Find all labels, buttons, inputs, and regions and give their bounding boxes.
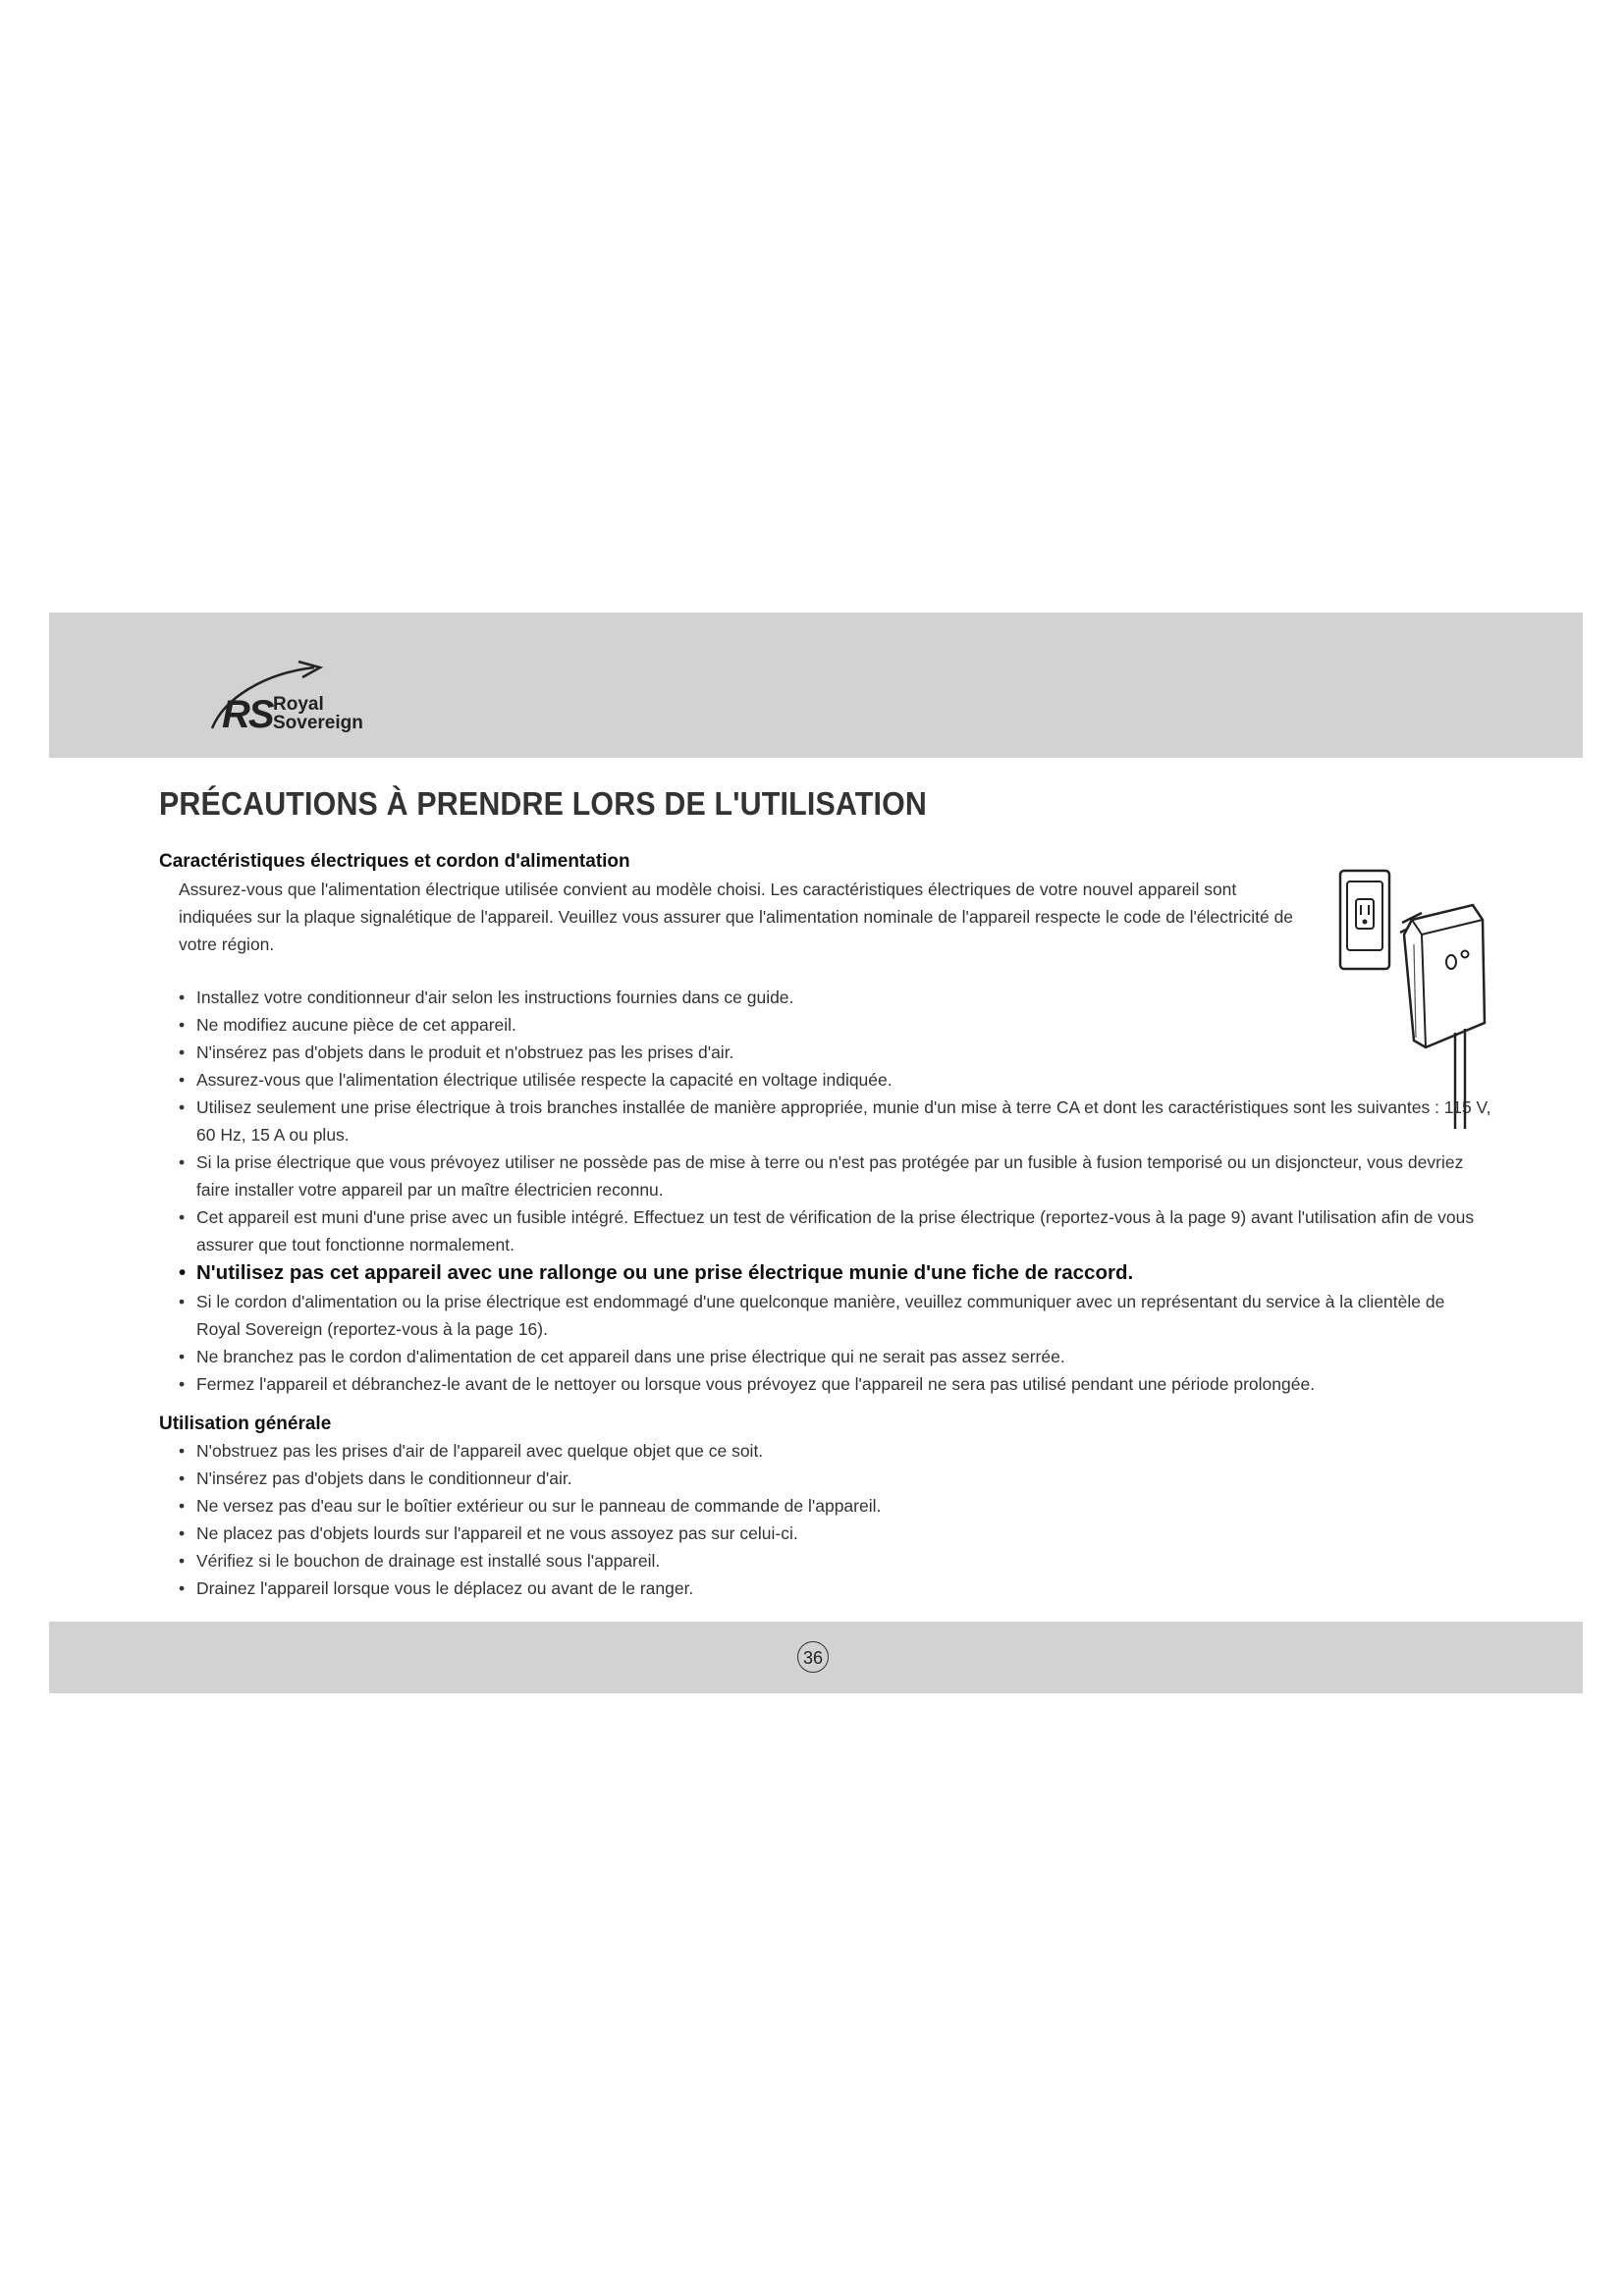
list-item: • Installez votre conditionneur d'air selon les instructions fournies dans ce guide. [177, 984, 1492, 1011]
list-item: • Utilisez seulement une prise électrique à trois branches installée de manière appropriée, munie d'un mise à terre CA et dont les caractéristiques sont les suivantes : 115 V, 60 Hz, 15 A ou plus. [177, 1094, 1492, 1148]
list-item: • Fermez l'appareil et débranchez-le avant de le nettoyer ou lorsque vous prévoyez que l'appareil ne sera pas utilisé pendant une période prolongée. [177, 1370, 1492, 1398]
list-item: • Ne branchez pas le cordon d'alimentation de cet appareil dans une prise électrique qui ne serait pas assez serrée. [177, 1343, 1492, 1370]
list-item-warning: • N'utilisez pas cet appareil avec une rallonge ou une prise électrique munie d'une fiche de raccord. [177, 1258, 1492, 1288]
page-number: 36 [797, 1641, 829, 1673]
list-item: • Ne versez pas d'eau sur le boîtier extérieur ou sur le panneau de commande de l'appareil. [177, 1492, 1475, 1520]
list-item: • Si la prise électrique que vous prévoyez utiliser ne possède pas de mise à terre ou n'est pas protégée par un fusible à fusion temporisé ou un disjoncteur, vous devriez faire installer votre appareil par un maître électricien reconnu. [177, 1148, 1492, 1203]
page-title: PRÉCAUTIONS À PRENDRE LORS DE L'UTILISATION [159, 785, 928, 822]
header-band [49, 613, 1583, 758]
list-item: • N'insérez pas d'objets dans le produit et n'obstruez pas les prises d'air. [177, 1039, 1492, 1066]
general-use-list [159, 1437, 1475, 1602]
list-item: • Assurez-vous que l'alimentation électrique utilisée respecte la capacité en voltage indiquée. [177, 1066, 1492, 1094]
plug-outlet-illustration [1335, 866, 1502, 1131]
royal-sovereign-logo [175, 652, 410, 736]
footer-band [49, 1622, 1583, 1693]
logo-rs-text: RS [222, 693, 273, 736]
list-item: • Ne modifiez aucune pièce de cet appareil. [177, 1011, 1492, 1039]
logo-brand-name [273, 695, 363, 732]
list-item: • Vérifiez si le bouchon de drainage est installé sous l'appareil. [177, 1547, 1475, 1575]
electrical-precautions-list [159, 984, 1492, 1398]
list-item: • Ne placez pas d'objets lourds sur l'appareil et ne vous assoyez pas sur celui-ci. [177, 1520, 1475, 1547]
logo-line-1: Royal [273, 694, 324, 715]
section-heading-general-use: Utilisation générale [159, 1414, 332, 1434]
list-item: • Cet appareil est muni d'une prise avec un fusible intégré. Effectuez un test de vérification de la prise électrique (reportez-vous à la page 9) avant l'utilisation afin de vous assurer que tout fonctionne normalement. [177, 1203, 1492, 1258]
main-content [159, 785, 1491, 1602]
list-item: • Drainez l'appareil lorsque vous le déplacez ou avant de le ranger. [177, 1575, 1475, 1602]
list-item: • N'insérez pas d'objets dans le conditionneur d'air. [177, 1465, 1475, 1492]
list-item: • Si le cordon d'alimentation ou la prise électrique est endommagé d'une quelconque manière, veuillez communiquer avec un représentant du service à la clientèle de Royal Sovereign (reportez-vous à la page 16). [177, 1288, 1492, 1343]
logo-line-2: Sovereign [273, 713, 363, 733]
section-heading-electrical: Caractéristiques électriques et cordon d'alimentation [159, 851, 630, 872]
list-item: • N'obstruez pas les prises d'air de l'appareil avec quelque objet que ce soit. [177, 1437, 1475, 1465]
section-intro: Assurez-vous que l'alimentation électrique utilisée convient au modèle choisi. Les caractéristiques électriques de votre nouvel appareil sont indiquées sur la plaque signalétique de l'appareil. Veuillez vous assurer que l'alimentation nominale de l'appareil respecte le code de l'électricité de votre région. [179, 880, 1294, 954]
